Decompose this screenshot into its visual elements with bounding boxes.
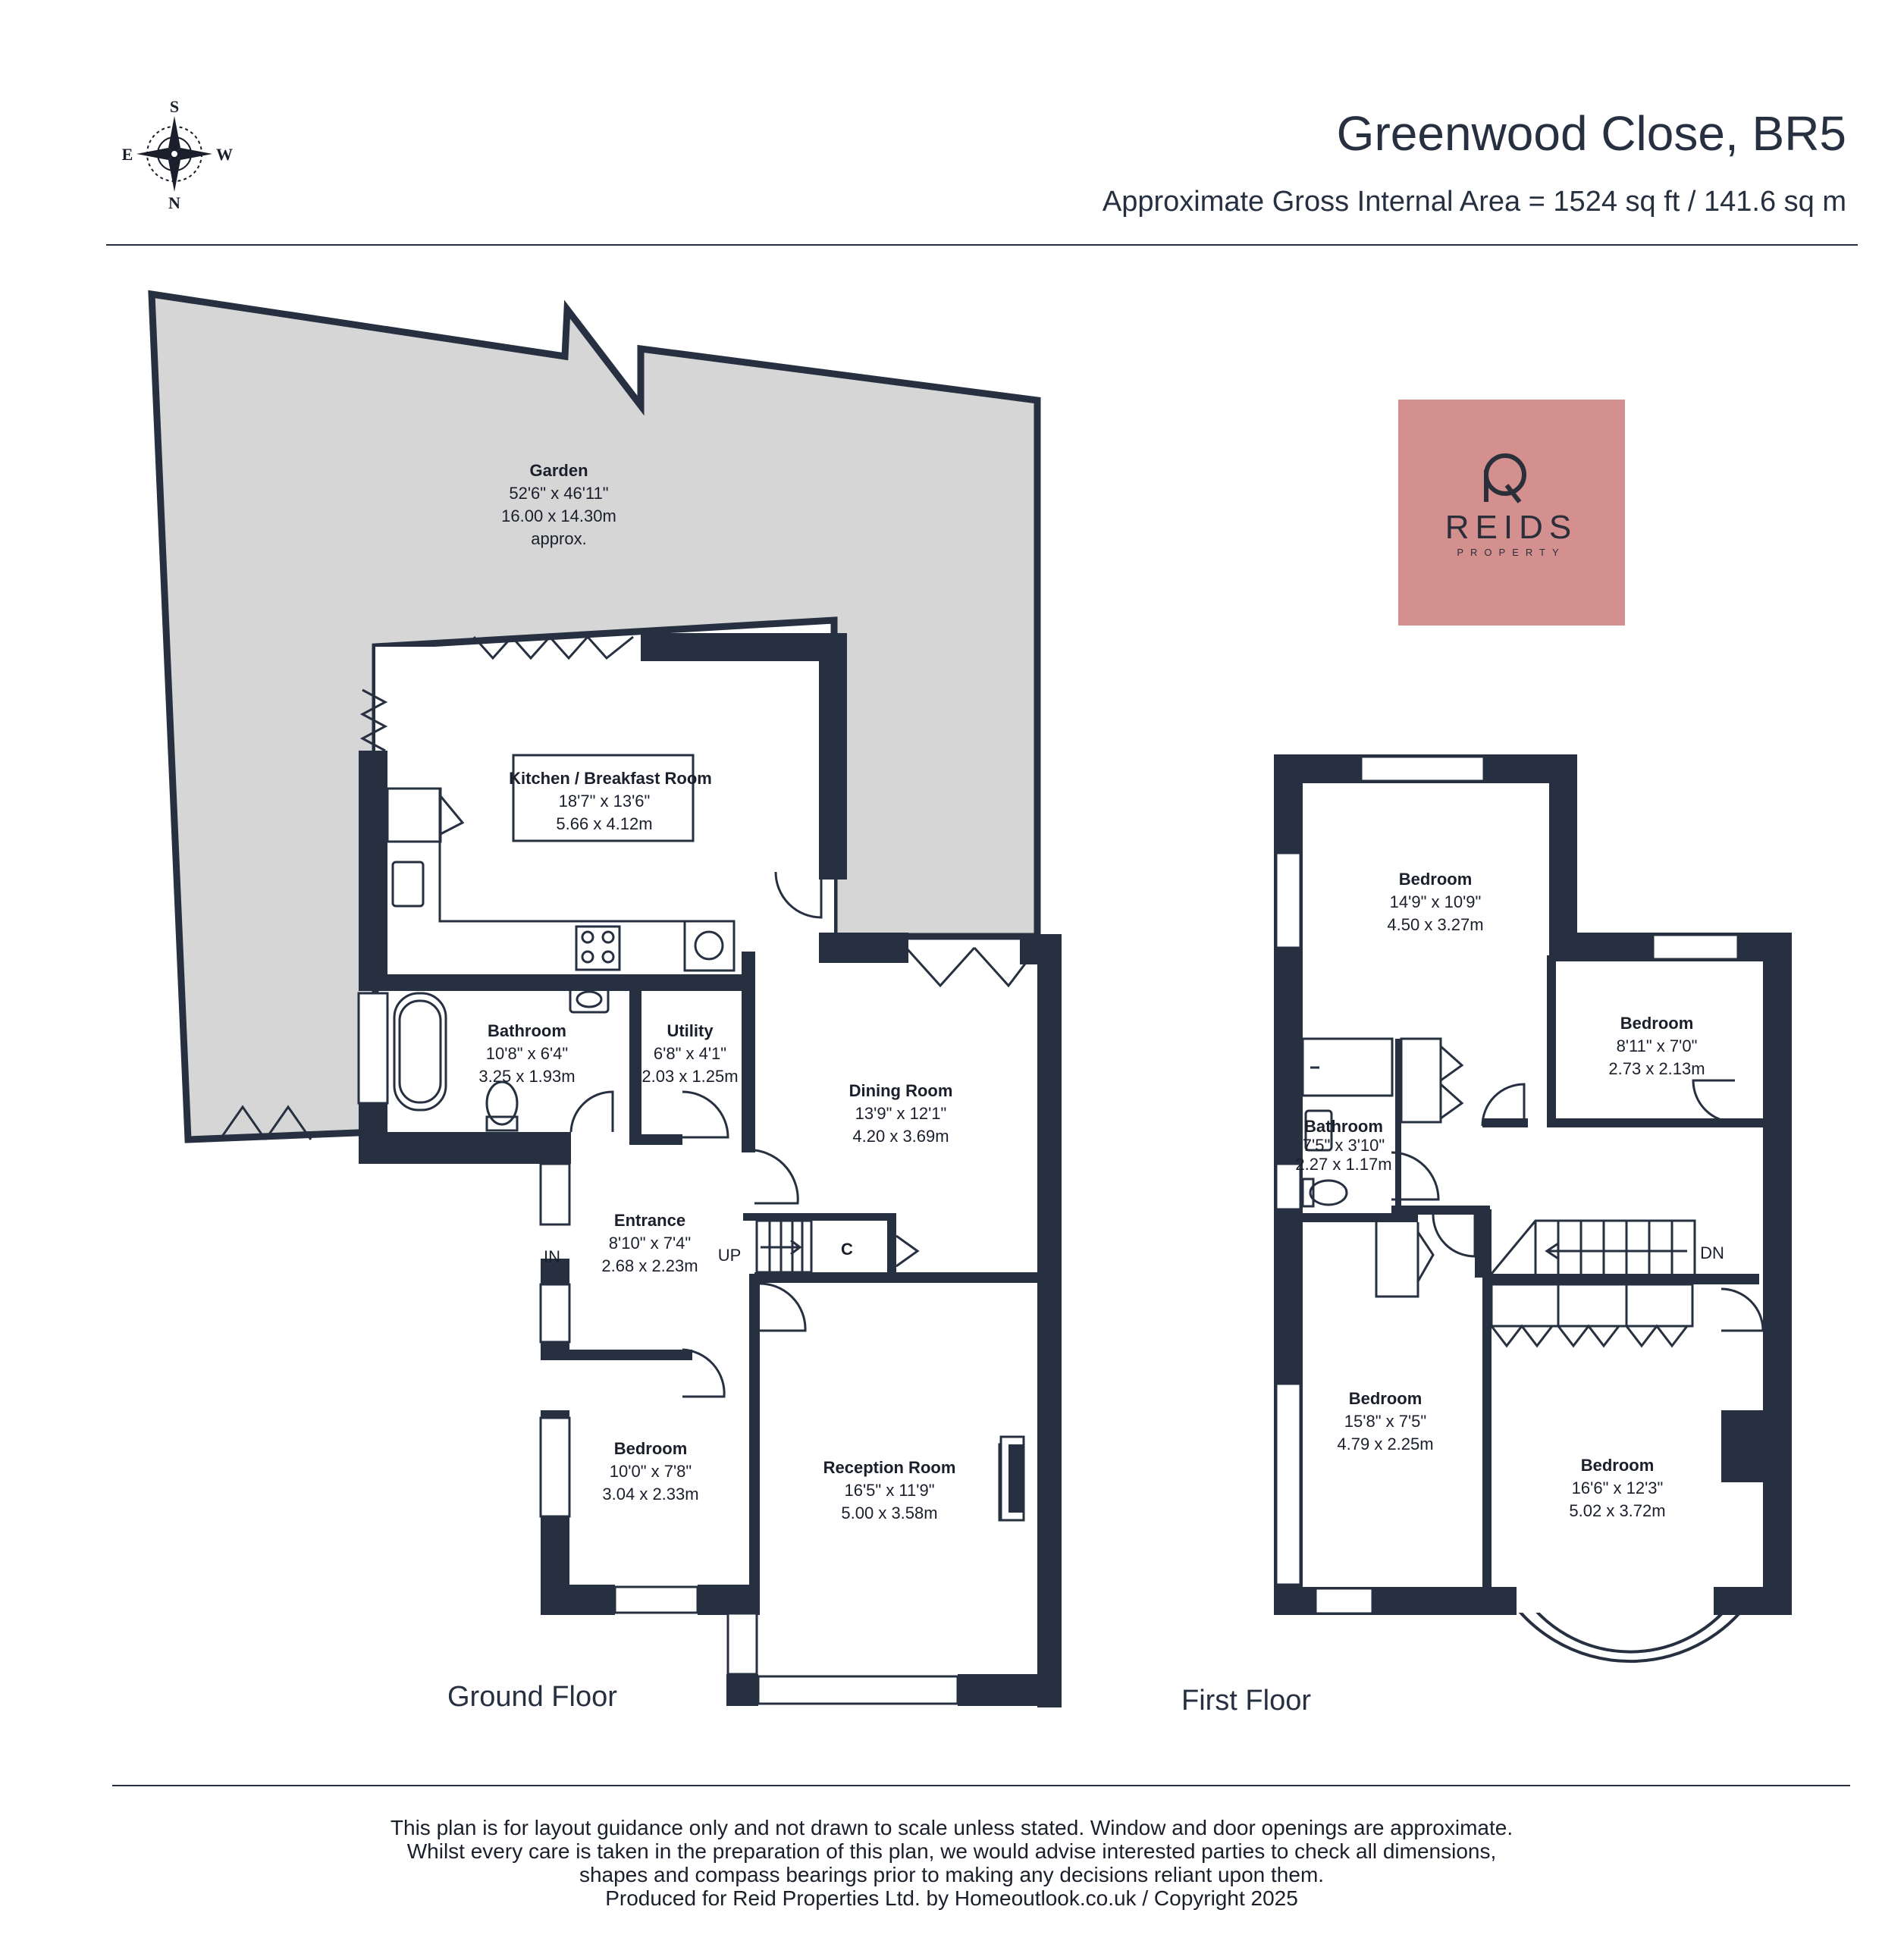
disclaimer-line-2: Whilst every care is taken in the preparation of this plan, we would advise interested parties to check all dimensions, — [406, 1839, 1497, 1863]
reids-logo — [1398, 400, 1625, 626]
page-title: Greenwood Close, BR5 — [1336, 106, 1846, 161]
first-floor-fittings — [1303, 1039, 1763, 1331]
cupboard-mark: C — [841, 1240, 853, 1259]
room-imperial-bedroom-4: 16'6" x 12'3" — [1571, 1478, 1664, 1497]
logo-name: REIDS — [1444, 509, 1578, 546]
compass-label-bottom: N — [168, 193, 180, 212]
room-imperial-reception: 16'5" x 11'9" — [844, 1481, 935, 1500]
room-name-bedroom-4: Bedroom — [1580, 1456, 1655, 1475]
first-floor-windows — [1276, 757, 1738, 1613]
first-floor-labels — [1295, 870, 1724, 1520]
entrance-in-mark: IN — [544, 1247, 560, 1266]
room-imperial-bathroom-first: 7'5" x 3'10" — [1302, 1136, 1385, 1155]
room-metric-kitchen: 5.66 x 4.12m — [556, 814, 653, 833]
room-name-bathroom: Bathroom — [488, 1021, 566, 1040]
room-name-kitchen: Kitchen / Breakfast Room — [509, 769, 712, 788]
room-metric-bedroom-1: 4.50 x 3.27m — [1387, 915, 1484, 934]
room-name-bathroom-first: Bathroom — [1304, 1117, 1383, 1136]
compass-label-right: W — [216, 145, 233, 164]
logo-tagline: PROPERTY — [1457, 547, 1566, 558]
room-imperial-bedroom-ground: 10'0" x 7'8" — [609, 1462, 692, 1481]
compass-label-left: E — [121, 145, 133, 164]
room-name-bedroom-2: Bedroom — [1620, 1014, 1694, 1033]
compass-label-top: S — [169, 97, 180, 116]
room-imperial-garden: 52'6" x 46'11" — [509, 484, 609, 503]
room-imperial-bathroom: 10'8" x 6'4" — [485, 1044, 569, 1063]
room-metric-utility: 2.03 x 1.25m — [641, 1067, 739, 1086]
room-imperial-utility: 6'8" x 4'1" — [653, 1044, 727, 1063]
room-imperial-bedroom-2: 8'11" x 7'0" — [1616, 1036, 1698, 1055]
room-metric-bathroom-first: 2.27 x 1.17m — [1295, 1155, 1392, 1174]
room-metric-bathroom: 3.25 x 1.93m — [478, 1067, 576, 1086]
room-name-bedroom-3: Bedroom — [1348, 1389, 1423, 1408]
room-name-entrance: Entrance — [613, 1211, 686, 1230]
room-imperial-bedroom-3: 15'8" x 7'5" — [1344, 1412, 1427, 1431]
room-metric-dining: 4.20 x 3.69m — [852, 1127, 949, 1146]
room-name-bedroom-1: Bedroom — [1398, 870, 1473, 889]
room-metric-bedroom-4: 5.02 x 3.72m — [1569, 1501, 1666, 1520]
room-metric-entrance: 2.68 x 2.23m — [601, 1256, 698, 1275]
compass-rose — [122, 97, 233, 212]
room-imperial-entrance: 8'10" x 7'4" — [608, 1234, 692, 1253]
room-imperial-kitchen: 18'7" x 13'6" — [558, 792, 651, 811]
first-floor-label: First Floor — [1181, 1685, 1311, 1717]
area-subtitle: Approximate Gross Internal Area = 1524 sq ft / 141.6 sq m — [1102, 186, 1846, 218]
stairs-down-mark: DN — [1700, 1243, 1724, 1262]
room-name-garden: Garden — [529, 461, 588, 480]
disclaimer-line-3: shapes and compass bearings prior to making any decisions reliant upon them. — [579, 1863, 1325, 1886]
first-floor-stairs — [1492, 1221, 1695, 1346]
room-metric-bedroom-2: 2.73 x 2.13m — [1608, 1059, 1705, 1078]
room-note-garden: approx. — [531, 529, 587, 548]
disclaimer — [391, 1816, 1513, 1910]
room-name-bedroom-ground: Bedroom — [613, 1439, 688, 1458]
disclaimer-line-1: This plan is for layout guidance only and not drawn to scale unless stated. Window and door openings are approximate. — [390, 1816, 1513, 1839]
room-metric-reception: 5.00 x 3.58m — [841, 1504, 938, 1522]
room-metric-bedroom-ground: 3.04 x 2.33m — [602, 1485, 699, 1504]
ground-floor-plan — [152, 294, 1062, 1713]
disclaimer-line-4: Produced for Reid Properties Ltd. by Homeoutlook.co.uk / Copyright 2025 — [605, 1886, 1298, 1910]
ground-floor-label: Ground Floor — [447, 1681, 617, 1713]
room-metric-garden: 16.00 x 14.30m — [501, 506, 616, 525]
first-floor-walls — [1274, 754, 1792, 1615]
room-name-utility: Utility — [667, 1021, 714, 1040]
first-floor-plan — [1181, 754, 1792, 1717]
room-imperial-bedroom-1: 14'9" x 10'9" — [1389, 892, 1482, 911]
room-name-dining: Dining Room — [848, 1081, 953, 1100]
stairs-up-mark: UP — [717, 1246, 742, 1265]
room-imperial-dining: 13'9" x 12'1" — [855, 1104, 947, 1123]
room-metric-bedroom-3: 4.79 x 2.25m — [1337, 1435, 1434, 1453]
room-name-reception: Reception Room — [823, 1458, 956, 1477]
